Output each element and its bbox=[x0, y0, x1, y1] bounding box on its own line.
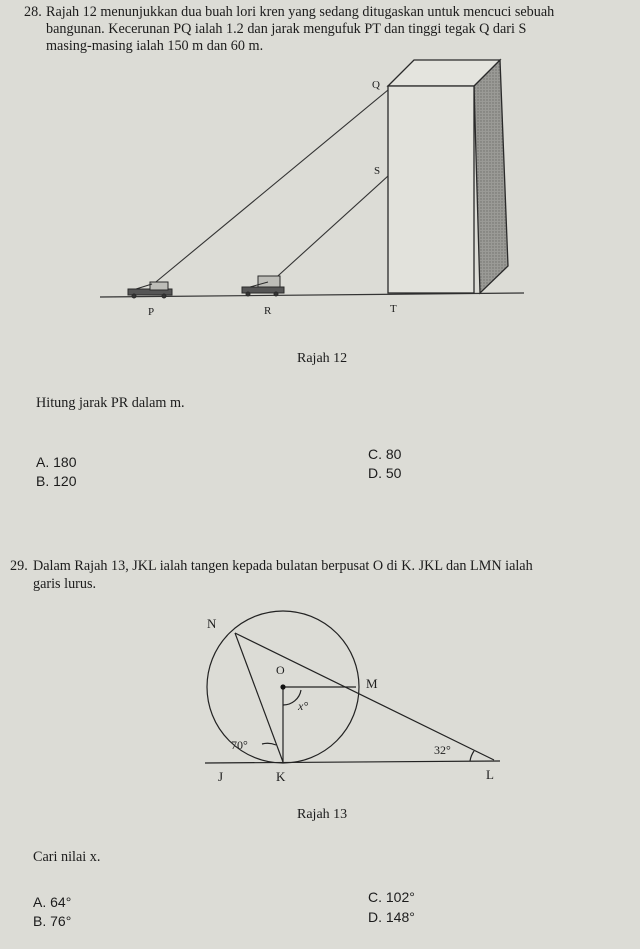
line-lmn bbox=[235, 633, 494, 760]
q29-line-1: Dalam Rajah 13, JKL ialah tangen kepada bulatan berpusat O di K. JKL dan LMN ialah bbox=[33, 558, 533, 574]
building-front-face bbox=[388, 86, 474, 293]
angle-70-arc bbox=[262, 743, 276, 745]
label-32: 32° bbox=[434, 743, 451, 757]
label-k: K bbox=[276, 769, 286, 784]
q28-line-1: Rajah 12 menunjukkan dua buah lori kren yang sedang ditugaskan untuk mencuci sebuah bbox=[46, 4, 555, 20]
ladder-rs bbox=[269, 176, 388, 284]
ladder-pq bbox=[151, 90, 388, 286]
angle-32-arc bbox=[470, 751, 474, 761]
label-p: P bbox=[148, 306, 155, 318]
label-j: J bbox=[218, 769, 224, 784]
q28-option-c[interactable]: C. 80 bbox=[368, 446, 402, 462]
q29-line-2: garis lurus. bbox=[33, 576, 97, 592]
q29-option-d[interactable]: D. 148° bbox=[368, 909, 415, 925]
label-x: x° bbox=[298, 699, 309, 713]
label-70: 70° bbox=[231, 738, 248, 752]
q29-question: Cari nilai x. bbox=[33, 849, 101, 865]
crane-lorry-p bbox=[128, 282, 172, 298]
center-o-dot bbox=[280, 684, 285, 689]
label-o: O bbox=[276, 663, 285, 677]
q28-number: 28. bbox=[24, 4, 42, 20]
q28-option-a[interactable]: A. 180 bbox=[36, 454, 77, 470]
tangent-jkl bbox=[205, 761, 500, 763]
q28-question: Hitung jarak PR dalam m. bbox=[36, 395, 185, 411]
q28-option-b[interactable]: B. 120 bbox=[36, 473, 77, 489]
q29-number: 29. bbox=[10, 558, 28, 574]
rajah-12-figure bbox=[0, 0, 640, 340]
q28-option-d[interactable]: D. 50 bbox=[368, 465, 402, 481]
label-m: M bbox=[366, 676, 378, 691]
rajah-13-caption: Rajah 13 bbox=[297, 807, 348, 822]
label-r: R bbox=[264, 305, 272, 317]
label-t: T bbox=[390, 303, 397, 315]
building-side-face bbox=[474, 60, 508, 293]
label-s: S bbox=[374, 165, 381, 177]
label-q: Q bbox=[372, 79, 380, 91]
q29-option-b[interactable]: B. 76° bbox=[33, 913, 72, 929]
label-n: N bbox=[207, 616, 217, 631]
rajah-12-caption: Rajah 12 bbox=[297, 351, 348, 366]
building bbox=[388, 60, 508, 293]
q29-option-a[interactable]: A. 64° bbox=[33, 894, 72, 910]
label-l: L bbox=[486, 767, 494, 782]
q29-option-c[interactable]: C. 102° bbox=[368, 889, 415, 905]
q28-line-2: bangunan. Kecerunan PQ ialah 1.2 dan jarak mengufuk PT dan tinggi tegak Q dari S bbox=[46, 21, 527, 37]
rajah-13-figure bbox=[0, 600, 640, 800]
crane-lorry-r bbox=[242, 276, 284, 296]
q28-line-3: masing-masing ialah 150 m dan 60 m. bbox=[46, 38, 264, 54]
